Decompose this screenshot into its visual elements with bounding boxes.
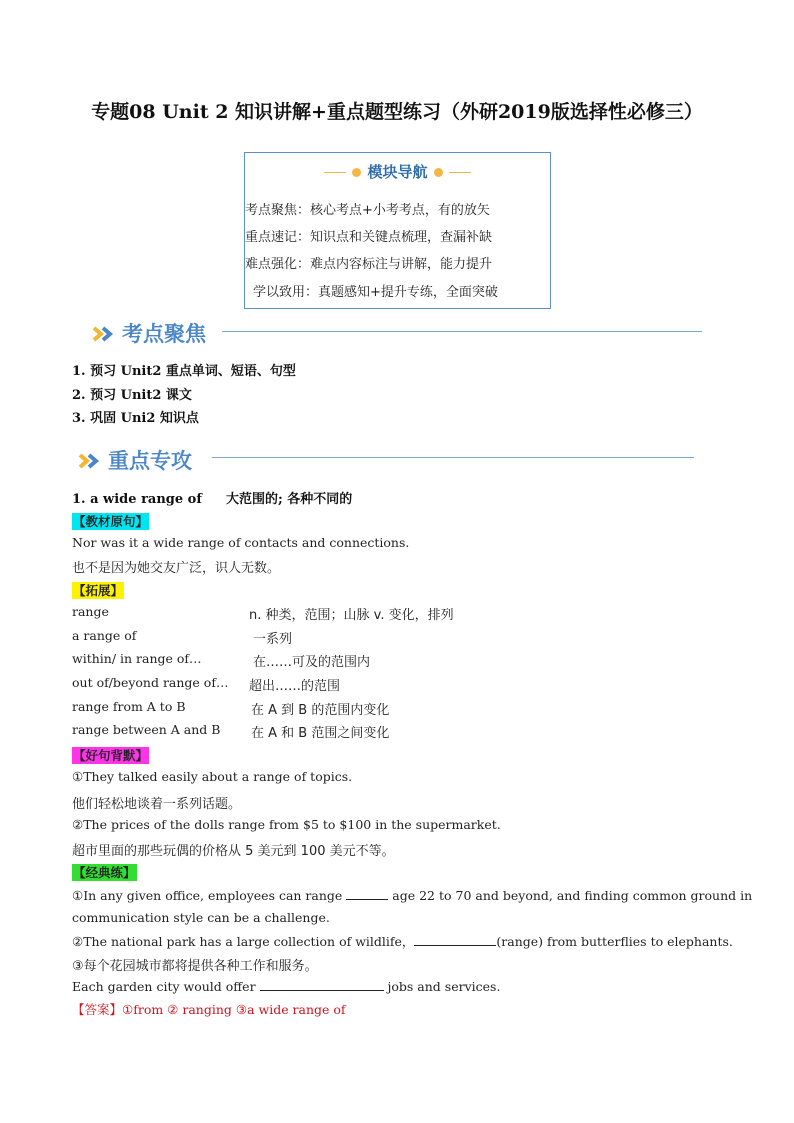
- answer-blank[interactable]: [346, 887, 388, 900]
- exercise-text: jobs and services.: [387, 979, 501, 994]
- module-nav-heading: [245, 161, 550, 182]
- focus-item: 2. 预习 Unit2 课文: [72, 388, 192, 403]
- answer-tag: 【答案】: [72, 1002, 123, 1017]
- exercise-text: ②The national park has a large collection of wildlife，: [72, 934, 415, 949]
- sentence-en: ②The prices of the dolls range from $5 to $100 in the supermarket.: [72, 817, 501, 832]
- point-meaning: 大范围的; 各种不同的: [225, 492, 353, 507]
- exercise-1-line-2: communication style can be a challenge.: [72, 910, 330, 925]
- dot-icon: [434, 168, 443, 177]
- tag-practice-row: [72, 862, 137, 881]
- expand-meaning: 在……可及的范围内: [253, 655, 371, 670]
- double-chevron-icon: [92, 325, 116, 343]
- tag-original: 【教材原句】: [73, 514, 149, 529]
- module-nav-title: 模块导航: [367, 163, 428, 181]
- sentence-cn: 他们轻松地谈着一系列话题。: [72, 797, 242, 812]
- exercise-3: [72, 978, 500, 994]
- nav-line: 考点聚焦：核心考点+小考考点，有的放矢: [245, 203, 490, 218]
- answer-blank[interactable]: [260, 978, 384, 991]
- exercise-3-cn: ③每个花园城市都将提供各种工作和服务。: [72, 959, 318, 974]
- exercise-2: [72, 932, 733, 950]
- decor-line: [449, 172, 471, 173]
- expand-term: out of/beyond range of…: [72, 675, 229, 690]
- exercise-text: Each garden city would offer: [72, 979, 256, 994]
- exercise-1-line-1: [72, 887, 752, 903]
- page-title: 专题08 Unit 2 知识讲解+重点题型练习（外研2019版选择性必修三）: [91, 101, 703, 123]
- dot-icon: [352, 168, 361, 177]
- expand-meaning: 在 A 和 B 范围之间变化: [251, 726, 390, 741]
- expand-meaning: 超出……的范围: [249, 679, 341, 694]
- exercise-text: ①In any given office, employees can range: [72, 888, 343, 903]
- tag-sentences: 【好句背默】: [73, 748, 149, 763]
- nav-line: 学以致用：真题感知+提升专练，全面突破: [253, 285, 498, 300]
- double-chevron-icon: [78, 452, 102, 470]
- exercise-text: age 22 to 70 and beyond, and finding common ground in: [392, 888, 753, 903]
- expand-term: range from A to B: [72, 699, 186, 714]
- section-heading-text: 考点聚焦: [122, 322, 206, 346]
- expand-term: range between A and B: [72, 722, 221, 737]
- expand-term: range: [72, 604, 109, 619]
- expand-meaning: 一系列: [253, 632, 293, 647]
- sentence-cn: 超市里面的那些玩偶的价格从 5 美元到 100 美元不等。: [72, 844, 395, 859]
- answer-line: [72, 1000, 346, 1018]
- sentence-en: ①They talked easily about a range of topics.: [72, 769, 353, 784]
- expand-term: a range of: [72, 628, 137, 643]
- section-heading-focus: [92, 318, 206, 348]
- decor-line: [324, 172, 346, 173]
- focus-item: 1. 预习 Unit2 重点单词、短语、句型: [72, 364, 296, 379]
- answer-blank[interactable]: [414, 933, 496, 946]
- focus-item: 3. 巩固 Uni2 知识点: [72, 411, 199, 426]
- point-title: [72, 488, 352, 507]
- original-cn: 也不是因为她交友广泛，识人无数。: [72, 561, 281, 576]
- expand-term: within/ in range of…: [72, 651, 202, 666]
- tag-practice: 【经典练】: [73, 865, 136, 880]
- tag-expand-row: [72, 580, 124, 599]
- point-phrase: 1. a wide range of: [72, 492, 202, 507]
- expand-meaning: n. 种类，范围；山脉 v. 变化，排列: [249, 608, 454, 623]
- expand-meaning: 在 A 到 B 的范围内变化: [251, 703, 390, 718]
- nav-line: 难点强化：难点内容标注与讲解，能力提升: [245, 257, 493, 272]
- answer-values: ①from ② ranging ③a wide range of: [122, 1002, 346, 1017]
- section-heading-key: [78, 445, 192, 475]
- tag-original-row: [72, 511, 149, 530]
- section-rule: [222, 331, 702, 332]
- tag-sentences-row: [72, 745, 149, 764]
- tag-expand: 【拓展】: [73, 583, 124, 598]
- section-rule: [212, 457, 694, 458]
- exercise-text: (range) from butterflies to elephants.: [496, 934, 733, 949]
- section-heading-text: 重点专攻: [108, 449, 192, 473]
- module-nav-box: [244, 152, 551, 309]
- nav-line: 重点速记：知识点和关键点梳理，查漏补缺: [245, 230, 493, 245]
- original-en: Nor was it a wide range of contacts and connections.: [72, 535, 410, 550]
